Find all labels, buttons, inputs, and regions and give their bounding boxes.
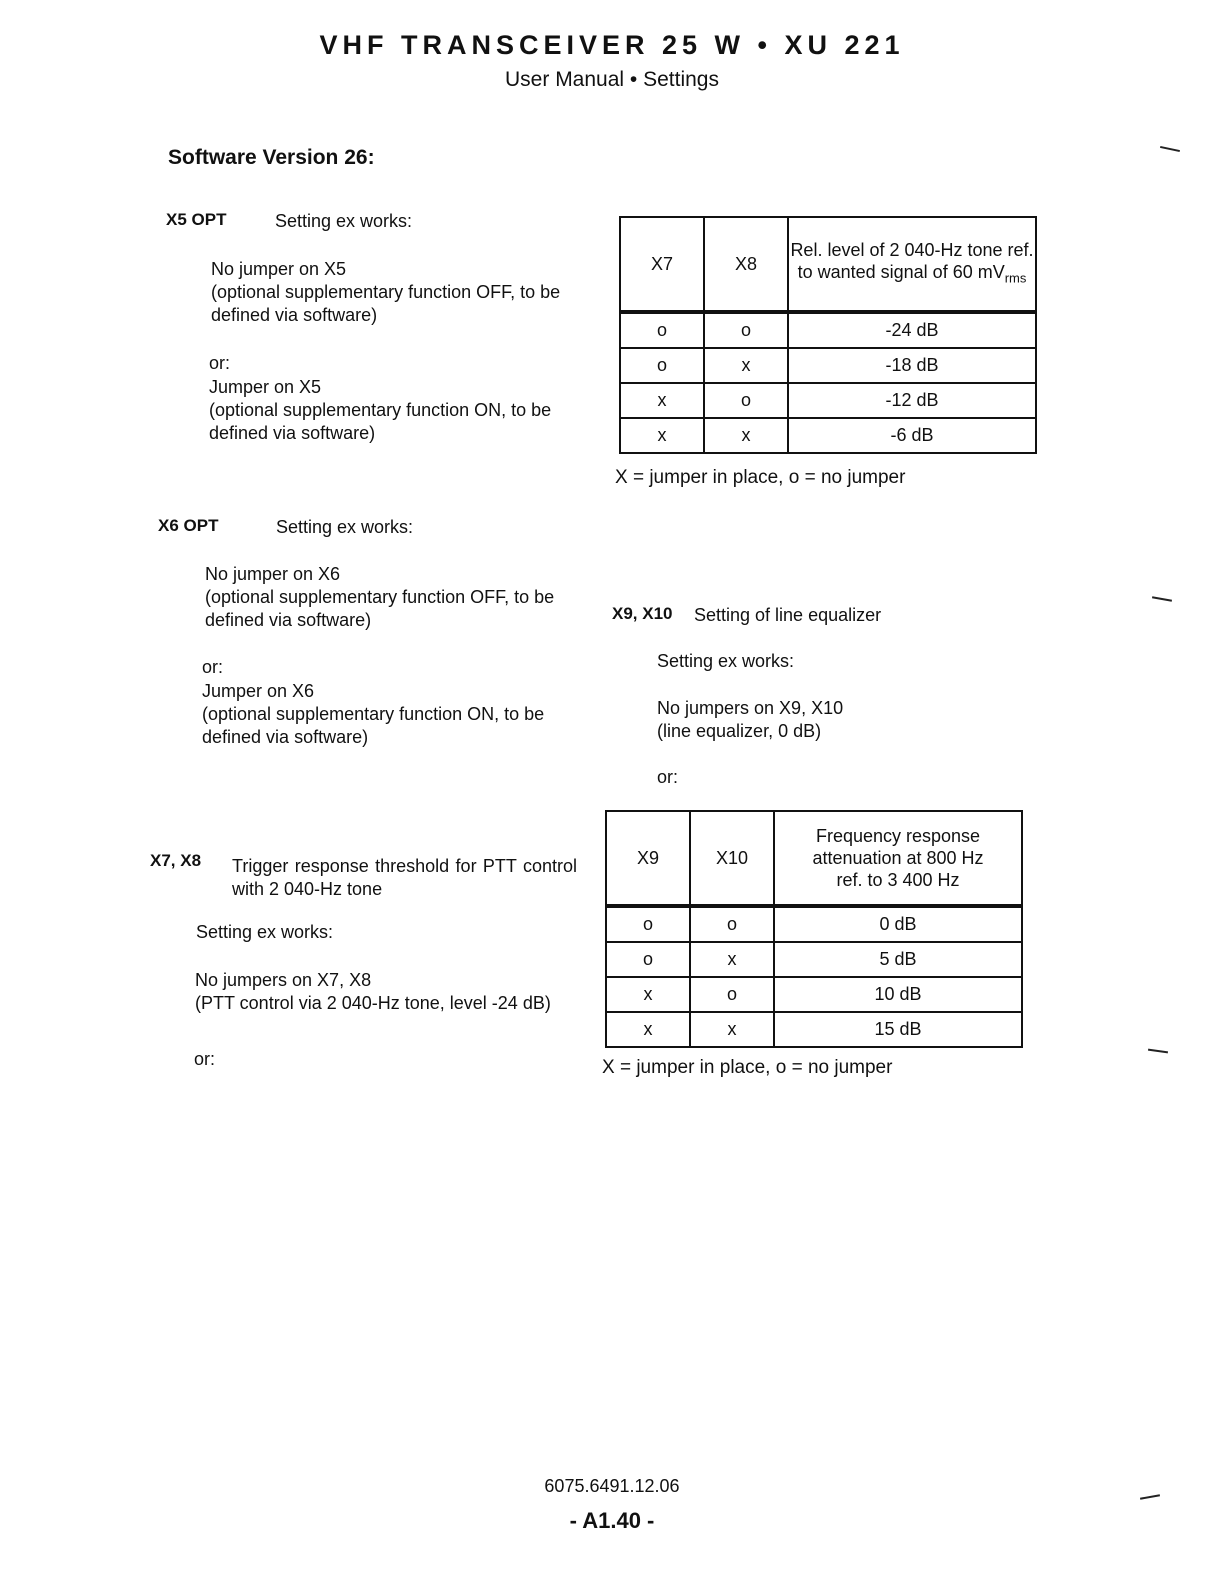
table-cell: x [620,383,704,418]
col-header-x7: X7 [620,217,704,312]
table1-legend: X = jumper in place, o = no jumper [615,467,906,488]
table-cell: x [606,1012,690,1047]
table-cell: o [606,906,690,942]
table-row [620,418,1036,453]
table-cell: x [690,942,774,977]
table-cell: 5 dB [774,942,1022,977]
table-cell: o [690,906,774,942]
document-title: VHF TRANSCEIVER 25 W • XU 221 [319,30,905,60]
table-cell: -6 dB [788,418,1036,453]
x7-x8-table [619,216,1037,454]
x5-option-on: Jumper on X5 (optional supplementary function ON, to be defined via software) [209,377,552,443]
table-cell: o [704,312,788,348]
table-cell: -12 dB [788,383,1036,418]
x9-x10-label: X9, X10 [612,604,673,623]
x6-option-off: No jumper on X6 (optional supplementary function OFF, to be defined via software) [205,564,555,630]
page-number: - A1.40 - [569,1508,655,1533]
table-cell: -24 dB [788,312,1036,348]
table-cell: x [606,977,690,1012]
table-cell: x [704,348,788,383]
x6-option-on: Jumper on X6 (optional supplementary function ON, to be defined via software) [202,681,545,747]
table-cell: o [704,383,788,418]
table-row [606,977,1022,1012]
x9-x10-option-default: No jumpers on X9, X10 (line equalizer, 0 dB) [657,698,844,741]
table-row [620,348,1036,383]
x9-x10-title: Setting of line equalizer [694,605,882,625]
table2-legend: X = jumper in place, o = no jumper [602,1057,893,1078]
x5-or: or: [209,353,231,373]
x7-x8-title: Trigger response threshold for PTT control with 2 040-Hz tone [232,856,577,899]
x6-setting-heading: Setting ex works: [276,517,414,537]
x9-x10-table [605,810,1023,1048]
table-cell: o [620,312,704,348]
x7-x8-option-default: No jumpers on X7, X8 (PTT control via 2 040-Hz tone, level -24 dB) [195,970,551,1013]
table-row [606,906,1022,942]
section-title: Software Version 26: [168,146,375,169]
col-header-freq-response: Frequency response attenuation at 800 Hz ref. to 3 400 Hz [774,811,1022,906]
table-cell: 0 dB [774,906,1022,942]
x7-x8-setting-heading: Setting ex works: [196,922,334,942]
table-row [620,312,1036,348]
x9-x10-setting-heading: Setting ex works: [657,651,795,671]
table-cell: x [690,1012,774,1047]
table-cell: o [620,348,704,383]
document-subtitle: User Manual • Settings [505,68,719,91]
table-cell: x [620,418,704,453]
table-cell: x [704,418,788,453]
table-cell: o [690,977,774,1012]
margin-mark [1148,1049,1168,1054]
col-header-x10: X10 [690,811,774,906]
x7-x8-or: or: [194,1049,216,1069]
table-cell: o [606,942,690,977]
table-row [606,1012,1022,1047]
col-header-x9: X9 [606,811,690,906]
col-header-rel-level: Rel. level of 2 040-Hz tone ref. to wanted signal of 60 $mV_{rms}$ [788,217,1036,312]
x5-label: X5 OPT [166,210,227,229]
margin-mark [1152,596,1172,601]
x9-x10-or: or: [657,767,679,787]
margin-mark [1160,146,1180,152]
table-cell: 10 dB [774,977,1022,1012]
x7-x8-label: X7, X8 [150,851,202,870]
table-cell: 15 dB [774,1012,1022,1047]
table-row [620,383,1036,418]
x5-option-off: No jumper on X5 (optional supplementary function OFF, to be defined via software) [211,259,561,325]
x5-setting-heading: Setting ex works: [275,211,413,231]
x6-or: or: [202,657,224,677]
table-row [606,942,1022,977]
table-header-row [620,217,1036,312]
table-cell: -18 dB [788,348,1036,383]
x6-label: X6 OPT [158,516,219,535]
col-header-x8: X8 [704,217,788,312]
document-code: 6075.6491.12.06 [544,1476,680,1496]
table-header-row [606,811,1022,906]
